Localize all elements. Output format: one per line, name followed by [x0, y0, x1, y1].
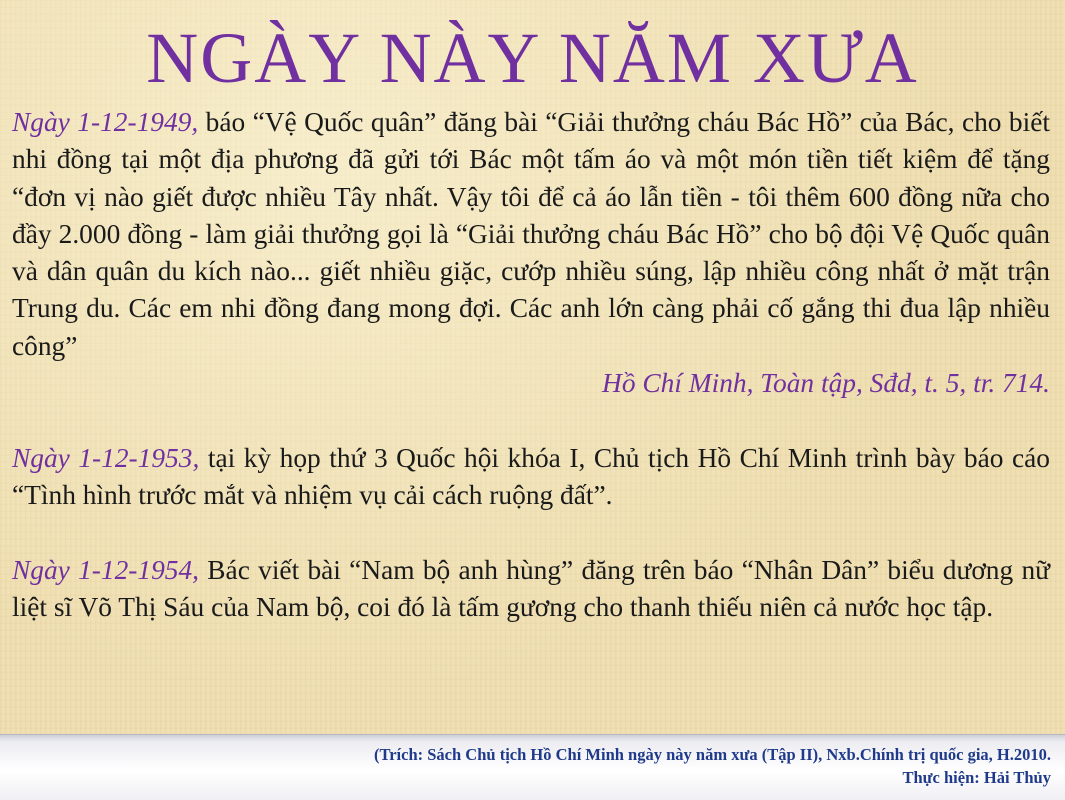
entry-text: báo “Vệ Quốc quân” đăng bài “Giải thưởng cháu Bác Hồ” của Bác, cho biết nhi đồng tại một địa phương đã gửi tới Bác một tấm áo và một món tiền tiết kiệm để tặng “đơn vị nào giết được nhiều Tây nhất. Vậy tôi để cả áo lẫn tiền - tôi thêm 600 đồng nữa cho đầy 2.000 đồng - làm giải thưởng gọi là “Giải thưởng cháu Bác Hồ” cho bộ đội Vệ Quốc quân và dân quân du kích nào... giết nhiều giặc, cướp nhiều súng, lập nhiều công nhất ở mặt trận Trung du. Các em nhi đồng đang mong đợi. Các anh lớn càng phải cố gắng thi đua lập nhiều công”: [12, 107, 1050, 361]
entry-1954: [12, 552, 1050, 627]
footer-bevel: [0, 734, 1065, 742]
citation: Hồ Chí Minh, Toàn tập, Sđd, t. 5, tr. 714.: [602, 368, 1050, 399]
entry-date: Ngày 1-12-1953,: [12, 442, 200, 473]
entry-text: tại kỳ họp thứ 3 Quốc hội khóa I, Chủ tịch Hồ Chí Minh trình bày báo cáo “Tình hình trước mắt và nhiệm vụ cải cách ruộng đất”.: [12, 442, 1050, 510]
entry-1949: [12, 104, 1050, 365]
article-body: [12, 104, 1050, 626]
page-title: NGÀY NÀY NĂM XƯA: [146, 18, 919, 98]
entry-date: Ngày 1-12-1949,: [12, 107, 199, 137]
entry-date: Ngày 1-12-1954,: [12, 554, 200, 585]
footer-author: Thực hiện: Hải Thủy: [902, 768, 1051, 787]
entry-1953: [12, 440, 1050, 515]
paragraph-spacer: [12, 514, 1050, 551]
entry-text: Bác viết bài “Nam bộ anh hùng” đăng trên báo “Nhân Dân” biểu dương nữ liệt sĩ Võ Thị Sáu của Nam bộ, coi đó là tấm gương cho thanh thiếu niên cả nước học tập.: [12, 554, 1050, 622]
paragraph-spacer: [12, 402, 1050, 439]
footer-source: (Trích: Sách Chủ tịch Hồ Chí Minh ngày này năm xưa (Tập II), Nxb.Chính trị quốc gia, H.2010.: [373, 745, 1051, 764]
